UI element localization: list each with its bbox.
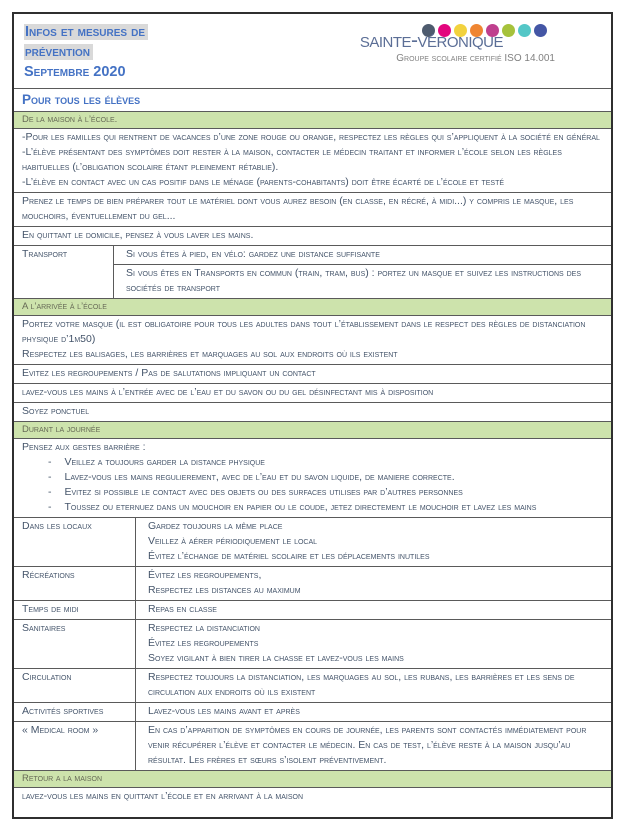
title-line-1 [24, 22, 148, 42]
transport-rules [114, 246, 611, 298]
rule-text: Gardez toujours la même place [148, 520, 283, 532]
section-header-arrivee: A l’arrivée à l’école [14, 298, 611, 315]
rule-text: Repas en classe [148, 603, 217, 615]
rule-row-medical [14, 721, 611, 770]
rule-text-balisages: Respectez les balisages, les barrières et marquages au sol aux endroits où ils existent [22, 348, 398, 360]
locaux-rules [136, 518, 611, 566]
title-line-3: Septembre 2020 [24, 64, 126, 80]
rule-text-transport-public: Si vous êtes en Transports en commun (train, tram, bus) : portez un masque et suivez les instructions des sociétés de transport [114, 264, 611, 298]
brand-dot-icon [534, 24, 547, 37]
rule-text: Évitez l’échange de matériel scolaire et les déplacements inutiles [148, 550, 430, 562]
rule-text-leave-home: En quittant le domicile, pensez à vous laver les mains. [22, 229, 254, 241]
row-label-sport: Activités sportives [14, 703, 136, 721]
page-title: Pour tous les élèves [14, 88, 611, 111]
rule-row-punctual [14, 402, 611, 421]
rule-text: Lavez-vous les mains avant et après [148, 705, 300, 717]
bullet-text: - Lavez-vous les mains regulierement, avec de l’eau et du savon liquide, de maniere correcte. [64, 471, 455, 483]
rule-text-retour: lavez-vous les mains en quittant l’école et en arrivant à la maison [22, 790, 304, 802]
rule-row-prepare [14, 192, 611, 226]
circulation-rules [136, 669, 611, 702]
rule-text: Respectez toujours la distanciation, les marquages au sol, les rubans, les barrières et les sens de circulation aux endroits où ils existent [148, 671, 575, 698]
rule-text: Veillez à aérer périodiquement le local [148, 535, 318, 547]
rule-row-midi [14, 600, 611, 619]
brand-dot-icon [502, 24, 515, 37]
sport-rules [136, 703, 611, 721]
section-header-maison: De la maison à l’école. [14, 111, 611, 128]
rules-row-general [14, 128, 611, 192]
rule-text-mask: Portez votre masque (il est obligatoire pour tous les adultes dans tout l’établissement dans le respect des règles de distanciation physique d’1m50) [22, 318, 586, 345]
row-label-transport: Transport [14, 246, 114, 298]
rule-text-punctual: Soyez ponctuel [22, 405, 90, 417]
medical-rules [136, 722, 611, 770]
rule-row-sport [14, 702, 611, 721]
rule-row-leave-home [14, 226, 611, 245]
title-highlight-2: prévention [24, 44, 93, 60]
rule-row-recreations [14, 566, 611, 600]
rule-row-wash-entry [14, 383, 611, 402]
rule-row-retour [14, 787, 611, 817]
bullet-text: - Toussez ou eternuez dans un mouchoir en papier ou le coude, jetez directement le mouchoir et lavez les mains [64, 501, 537, 513]
section-header-journee: Durant la journée [14, 421, 611, 438]
rule-text-wash-entry: lavez-vous les mains à l’entrée avec de l’eau et du savon ou du gel désinfectant mis à disposition [22, 386, 434, 398]
rule-text-contact: -L’élève en contact avec un cas positif dans le ménage (parents-cohabitants) doit être écarté de l’école et testé [22, 176, 505, 188]
section-header-retour: Retour a la maison [14, 770, 611, 787]
rule-text-families: -Pour les familles qui rentrent de vacances d’une zone rouge ou orange, respectez les règles qui s’appliquent à la société en général [22, 131, 600, 143]
rule-text-prepare: Prenez le temps de bien préparer tout le matériel dont vous aurez besoin (en classe, en récré, à midi...) y compris le masque, les mouchoirs, éventuellement du gel... [22, 195, 574, 222]
bullet-text: - Veillez a toujours garder la distance physique [64, 456, 265, 468]
row-label-midi: Temps de midi [14, 601, 136, 619]
row-label-medical: « Medical room » [14, 722, 136, 770]
bullet-item [22, 500, 605, 515]
school-logo [360, 22, 603, 65]
rule-text-regroupements: Evitez les regroupements / Pas de salutations impliquant un contact [22, 367, 316, 379]
logo-wordmark: sainte-véronique [359, 29, 503, 52]
rule-text: Évitez les regroupements, [148, 569, 262, 581]
recreations-rules [136, 567, 611, 600]
row-label-recreations: Récréations [14, 567, 136, 600]
bullet-text: - Evitez si possible le contact avec des objets ou des surfaces utilises par d’autres personnes [64, 486, 463, 498]
prevention-table [12, 12, 613, 819]
rule-text: Soyez vigilant à bien tirer la chasse et lavez-vous les mains [148, 652, 404, 664]
bullet-item [22, 455, 605, 470]
rule-text: En cas d’apparition de symptômes en cours de journée, les parents sont contactés immédiatement pour venir récupérer l’élève et contacter le médecin. En cas de test, l’élève reste à la maison jusqu’au résultat. Les frères et sœurs s’isolent préventivement. [148, 724, 587, 766]
row-label-locaux: Dans les locaux [14, 518, 136, 566]
logo-tagline: Groupe scolaire certifié ISO 14.001 [396, 53, 555, 64]
bullet-item [22, 485, 605, 500]
rule-text-gestes-intro: Pensez aux gestes barrière : [22, 441, 146, 453]
rule-row-mask [14, 315, 611, 364]
bullet-item [22, 470, 605, 485]
title-highlight-1: Infos et mesures de [24, 24, 148, 40]
row-label-sanitaires: Sanitaires [14, 620, 136, 668]
rule-row-transport [14, 245, 611, 298]
rule-row-circulation [14, 668, 611, 702]
rule-row-regroupements [14, 364, 611, 383]
rule-row-locaux [14, 517, 611, 566]
rule-text: Respectez la distanciation [148, 622, 260, 634]
sanitaires-rules [136, 620, 611, 668]
document-header [14, 14, 611, 88]
title-line-2 [24, 42, 148, 62]
document-title [24, 22, 148, 82]
brand-dot-icon [518, 24, 531, 37]
rule-text: Évitez les regroupements [148, 637, 259, 649]
rule-text: Respectez les distances au maximum [148, 584, 301, 596]
gestes-bullet-list [22, 455, 605, 515]
rule-text-symptoms: -L’élève présentant des symptômes doit rester à la maison, contacter le médecin traitant et informer l’école selon les règles habituelles (l’obligation scolaire étant pleinement rétablie). [22, 146, 562, 173]
rule-text-transport-walk: Si vous êtes à pied, en vélo: gardez une distance suffisante [126, 248, 380, 260]
rule-row-gestes [14, 438, 611, 517]
midi-rules [136, 601, 611, 619]
row-label-circulation: Circulation [14, 669, 136, 702]
rule-row-sanitaires [14, 619, 611, 668]
